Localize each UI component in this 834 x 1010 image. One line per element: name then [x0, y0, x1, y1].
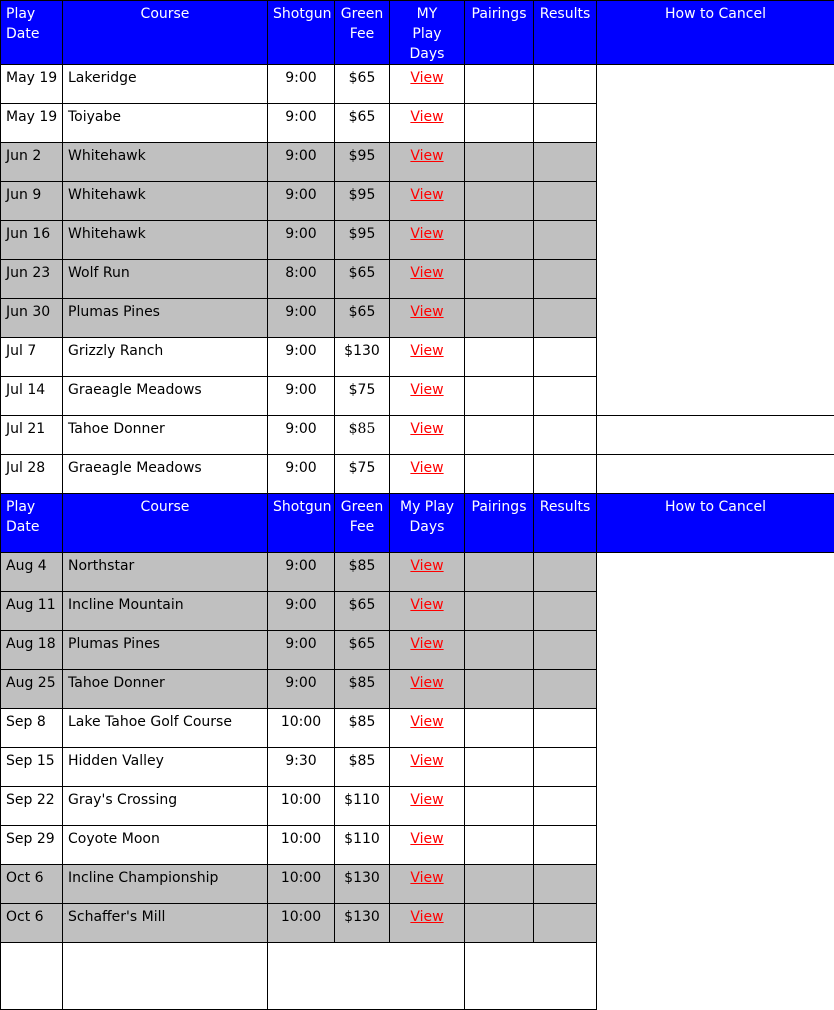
play-date-cell: Jun 16 — [1, 221, 63, 260]
pairings-cell — [465, 787, 534, 826]
table-row — [1, 670, 834, 709]
how-to-cancel-cell — [597, 221, 834, 260]
green-fee-cell: $75 — [335, 377, 390, 416]
course-cell: Whitehawk — [63, 182, 268, 221]
table-row — [1, 631, 834, 670]
table-row — [1, 709, 834, 748]
pairings-cell — [465, 377, 534, 416]
results-cell — [534, 338, 597, 377]
play-date-cell: May 19 — [1, 65, 63, 104]
course-cell: Coyote Moon — [63, 826, 268, 865]
table-row — [1, 65, 834, 104]
how-to-cancel-cell — [597, 143, 834, 182]
results-cell — [534, 299, 597, 338]
how-to-cancel-cell — [597, 299, 834, 338]
results-cell — [534, 182, 597, 221]
pairings-cell — [465, 904, 534, 943]
shotgun-cell: 9:00 — [268, 299, 335, 338]
view-link[interactable]: View — [410, 675, 443, 691]
results-cell — [534, 865, 597, 904]
view-link[interactable]: View — [410, 460, 443, 476]
how-to-cancel-cell — [597, 826, 834, 865]
shotgun-cell: 9:00 — [268, 553, 335, 592]
view-link[interactable]: View — [410, 109, 443, 125]
header-course: Course — [63, 1, 268, 65]
header-green-fee: Green Fee — [335, 1, 390, 65]
view-link[interactable]: View — [410, 265, 443, 281]
pairings-cell — [465, 592, 534, 631]
pairings-cell — [465, 631, 534, 670]
my-play-days-cell — [390, 553, 465, 592]
header-shotgun: Shotgun — [268, 494, 335, 553]
how-to-cancel-cell — [597, 65, 834, 104]
green-fee-cell: $95 — [335, 143, 390, 182]
pairings-cell — [465, 709, 534, 748]
results-cell — [534, 748, 597, 787]
view-link[interactable]: View — [410, 304, 443, 320]
pairings-cell — [465, 416, 534, 455]
how-to-cancel-cell — [597, 592, 834, 631]
green-fee-cell: $85 — [335, 709, 390, 748]
shotgun-cell: 9:00 — [268, 377, 335, 416]
course-cell: Whitehawk — [63, 143, 268, 182]
course-cell: Toiyabe — [63, 104, 268, 143]
how-to-cancel-cell — [597, 748, 834, 787]
my-play-days-cell — [390, 787, 465, 826]
view-link[interactable]: View — [410, 558, 443, 574]
empty-cell — [597, 943, 834, 1010]
green-fee-cell: $65 — [335, 260, 390, 299]
shotgun-cell: 9:00 — [268, 143, 335, 182]
my-play-days-cell — [390, 826, 465, 865]
shotgun-cell: 9:00 — [268, 104, 335, 143]
how-to-cancel-cell — [597, 104, 834, 143]
view-link[interactable]: View — [410, 187, 443, 203]
my-play-days-cell — [390, 865, 465, 904]
empty-cell — [63, 943, 268, 1010]
green-fee-cell: $65 — [335, 592, 390, 631]
table-row — [1, 416, 834, 455]
results-cell — [534, 670, 597, 709]
course-cell: Lakeridge — [63, 65, 268, 104]
empty-cell — [1, 943, 63, 1010]
table-row — [1, 865, 834, 904]
header-green-fee: Green Fee — [335, 494, 390, 553]
table-row — [1, 221, 834, 260]
play-date-cell: Jul 21 — [1, 416, 63, 455]
shotgun-cell: 8:00 — [268, 260, 335, 299]
results-cell — [534, 787, 597, 826]
table-row — [1, 260, 834, 299]
how-to-cancel-cell — [597, 455, 834, 494]
empty-cell — [268, 943, 465, 1010]
pairings-cell — [465, 104, 534, 143]
my-play-days-cell — [390, 260, 465, 299]
play-date-cell: May 19 — [1, 104, 63, 143]
how-to-cancel-cell — [597, 260, 834, 299]
shotgun-cell: 10:00 — [268, 865, 335, 904]
table-row — [1, 299, 834, 338]
play-date-cell: Aug 4 — [1, 553, 63, 592]
play-date-cell: Jul 7 — [1, 338, 63, 377]
view-link[interactable]: View — [410, 714, 443, 730]
header-how-to-cancel: How to Cancel — [597, 494, 834, 553]
results-cell — [534, 143, 597, 182]
how-to-cancel-cell — [597, 553, 834, 592]
my-play-days-cell — [390, 455, 465, 494]
table-row — [1, 592, 834, 631]
my-play-days-cell — [390, 104, 465, 143]
pairings-cell — [465, 260, 534, 299]
pairings-cell — [465, 865, 534, 904]
view-link[interactable]: View — [410, 753, 443, 769]
play-date-cell: Sep 8 — [1, 709, 63, 748]
pairings-cell — [465, 143, 534, 182]
table-row — [1, 338, 834, 377]
table-row — [1, 748, 834, 787]
pairings-cell — [465, 455, 534, 494]
header-shotgun: Shotgun — [268, 1, 335, 65]
pairings-cell — [465, 826, 534, 865]
table-row — [1, 826, 834, 865]
course-cell: Northstar — [63, 553, 268, 592]
how-to-cancel-cell — [597, 416, 834, 455]
green-fee-cell: $85 — [335, 553, 390, 592]
results-cell — [534, 260, 597, 299]
header-my-play-days: MY Play Days — [390, 1, 465, 65]
shotgun-cell: 9:00 — [268, 338, 335, 377]
course-cell: Gray's Crossing — [63, 787, 268, 826]
table-row — [1, 377, 834, 416]
green-fee-cell: $65 — [335, 299, 390, 338]
play-date-cell: Oct 6 — [1, 904, 63, 943]
header-play-date: Play Date — [1, 494, 63, 553]
shotgun-cell: 9:00 — [268, 182, 335, 221]
play-date-cell: Sep 15 — [1, 748, 63, 787]
how-to-cancel-cell — [597, 865, 834, 904]
green-fee-cell: $130 — [335, 865, 390, 904]
my-play-days-cell — [390, 221, 465, 260]
pairings-cell — [465, 182, 534, 221]
results-cell — [534, 826, 597, 865]
course-cell: Graeagle Meadows — [63, 377, 268, 416]
my-play-days-cell — [390, 338, 465, 377]
my-play-days-cell — [390, 904, 465, 943]
green-fee-cell: $110 — [335, 787, 390, 826]
header-results: Results — [534, 1, 597, 65]
shotgun-cell: 10:00 — [268, 787, 335, 826]
table-row — [1, 143, 834, 182]
play-date-cell: Jun 2 — [1, 143, 63, 182]
course-cell: Whitehawk — [63, 221, 268, 260]
course-cell: Plumas Pines — [63, 631, 268, 670]
view-link[interactable]: View — [410, 597, 443, 613]
my-play-days-cell — [390, 377, 465, 416]
course-cell: Schaffer's Mill — [63, 904, 268, 943]
header-course: Course — [63, 494, 268, 553]
shotgun-cell: 10:00 — [268, 826, 335, 865]
results-cell — [534, 455, 597, 494]
play-date-cell: Jul 28 — [1, 455, 63, 494]
view-link[interactable]: View — [410, 148, 443, 164]
how-to-cancel-cell — [597, 670, 834, 709]
view-link[interactable]: View — [410, 226, 443, 242]
results-cell — [534, 709, 597, 748]
view-link[interactable]: View — [410, 792, 443, 808]
empty-cell — [465, 943, 597, 1010]
header-row — [1, 1, 834, 65]
shotgun-cell: 10:00 — [268, 709, 335, 748]
table-row — [1, 455, 834, 494]
table-row — [1, 787, 834, 826]
shotgun-cell: 10:00 — [268, 904, 335, 943]
how-to-cancel-cell — [597, 377, 834, 416]
my-play-days-cell — [390, 182, 465, 221]
my-play-days-cell — [390, 592, 465, 631]
pairings-cell — [465, 221, 534, 260]
play-date-cell: Jun 9 — [1, 182, 63, 221]
play-date-cell: Jul 14 — [1, 377, 63, 416]
play-date-cell: Jun 23 — [1, 260, 63, 299]
results-cell — [534, 65, 597, 104]
results-cell — [534, 631, 597, 670]
how-to-cancel-cell — [597, 338, 834, 377]
green-fee-cell: $130 — [335, 338, 390, 377]
green-fee-cell: $75 — [335, 455, 390, 494]
green-fee-cell: $130 — [335, 904, 390, 943]
play-date-cell: Aug 25 — [1, 670, 63, 709]
how-to-cancel-cell — [597, 787, 834, 826]
shotgun-cell: 9:00 — [268, 455, 335, 494]
results-cell — [534, 592, 597, 631]
green-fee-cell: $95 — [335, 182, 390, 221]
course-cell: Incline Championship — [63, 865, 268, 904]
header-my-play-days: My Play Days — [390, 494, 465, 553]
course-cell: Plumas Pines — [63, 299, 268, 338]
header-pairings: Pairings — [465, 494, 534, 553]
how-to-cancel-cell — [597, 182, 834, 221]
shotgun-cell: 9:00 — [268, 65, 335, 104]
shotgun-cell: 9:00 — [268, 631, 335, 670]
shotgun-cell: 9:00 — [268, 670, 335, 709]
view-link[interactable]: View — [410, 70, 443, 86]
play-date-cell: Sep 29 — [1, 826, 63, 865]
pairings-cell — [465, 670, 534, 709]
my-play-days-cell — [390, 709, 465, 748]
course-cell: Incline Mountain — [63, 592, 268, 631]
pairings-cell — [465, 748, 534, 787]
course-cell: Hidden Valley — [63, 748, 268, 787]
green-fee-cell: $85 — [335, 416, 390, 455]
my-play-days-cell — [390, 631, 465, 670]
green-fee-cell: $65 — [335, 104, 390, 143]
course-cell: Tahoe Donner — [63, 416, 268, 455]
green-fee-cell: $85 — [335, 670, 390, 709]
results-cell — [534, 377, 597, 416]
play-date-cell: Jun 30 — [1, 299, 63, 338]
results-cell — [534, 104, 597, 143]
pairings-cell — [465, 299, 534, 338]
header-how-to-cancel: How to Cancel — [597, 1, 834, 65]
view-link[interactable]: View — [410, 831, 443, 847]
table-row — [1, 104, 834, 143]
header-play-date: Play Date — [1, 1, 63, 65]
view-link[interactable]: View — [410, 636, 443, 652]
view-link[interactable]: View — [410, 382, 443, 398]
shotgun-cell: 9:00 — [268, 221, 335, 260]
how-to-cancel-cell — [597, 904, 834, 943]
header-row-2 — [1, 494, 834, 553]
play-date-cell: Sep 22 — [1, 787, 63, 826]
shotgun-cell: 9:00 — [268, 416, 335, 455]
header-pairings: Pairings — [465, 1, 534, 65]
course-cell: Graeagle Meadows — [63, 455, 268, 494]
results-cell — [534, 416, 597, 455]
how-to-cancel-cell — [597, 709, 834, 748]
green-fee-cell: $65 — [335, 631, 390, 670]
shotgun-cell: 9:30 — [268, 748, 335, 787]
my-play-days-cell — [390, 748, 465, 787]
results-cell — [534, 904, 597, 943]
play-date-cell: Aug 11 — [1, 592, 63, 631]
table-row — [1, 904, 834, 943]
my-play-days-cell — [390, 65, 465, 104]
view-link[interactable]: View — [410, 421, 443, 437]
course-cell: Wolf Run — [63, 260, 268, 299]
shotgun-cell: 9:00 — [268, 592, 335, 631]
green-fee-cell: $95 — [335, 221, 390, 260]
view-link[interactable]: View — [410, 870, 443, 886]
table-row — [1, 553, 834, 592]
course-cell: Lake Tahoe Golf Course — [63, 709, 268, 748]
results-cell — [534, 221, 597, 260]
table-row — [1, 182, 834, 221]
header-results: Results — [534, 494, 597, 553]
pairings-cell — [465, 65, 534, 104]
course-cell: Tahoe Donner — [63, 670, 268, 709]
view-link[interactable]: View — [410, 343, 443, 359]
empty-row — [1, 943, 834, 1010]
results-cell — [534, 553, 597, 592]
my-play-days-cell — [390, 143, 465, 182]
view-link[interactable]: View — [410, 909, 443, 925]
green-fee-cell: $85 — [335, 748, 390, 787]
my-play-days-cell — [390, 670, 465, 709]
how-to-cancel-cell — [597, 631, 834, 670]
play-date-cell: Aug 18 — [1, 631, 63, 670]
pairings-cell — [465, 338, 534, 377]
course-cell: Grizzly Ranch — [63, 338, 268, 377]
green-fee-cell: $110 — [335, 826, 390, 865]
play-date-cell: Oct 6 — [1, 865, 63, 904]
my-play-days-cell — [390, 299, 465, 338]
green-fee-cell: $65 — [335, 65, 390, 104]
my-play-days-cell — [390, 416, 465, 455]
pairings-cell — [465, 553, 534, 592]
